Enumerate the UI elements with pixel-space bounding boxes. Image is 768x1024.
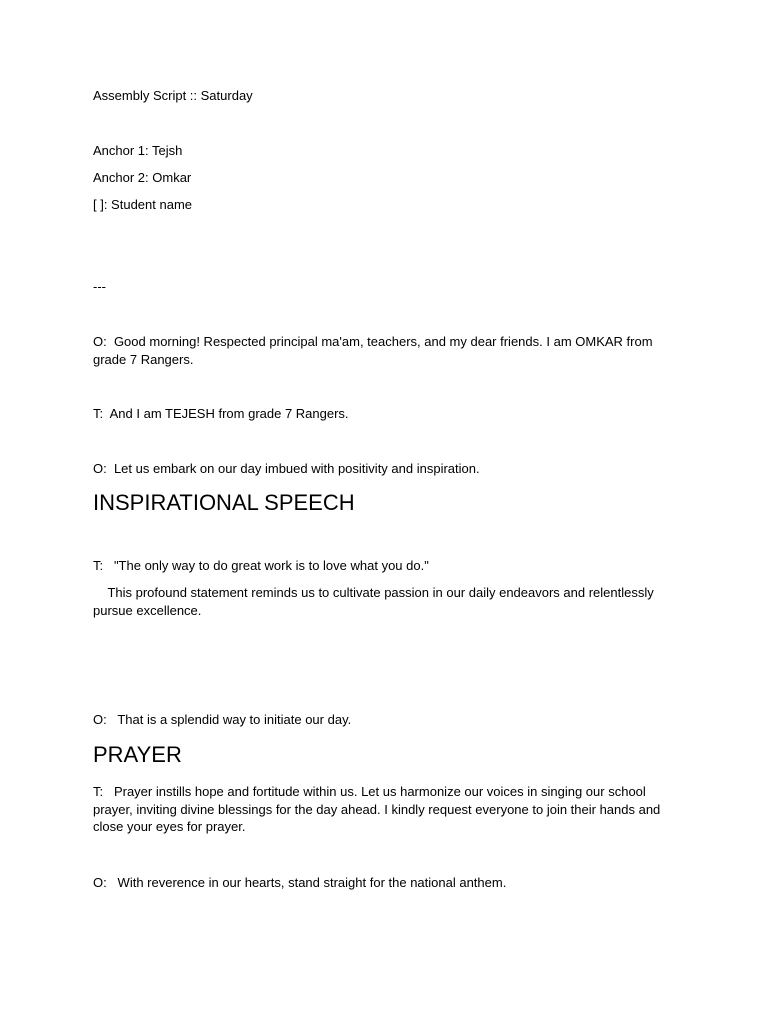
- tejesh-intro: T: And I am TEJESH from grade 7 Rangers.: [93, 406, 349, 421]
- heading-inspirational-speech: INSPIRATIONAL SPEECH: [93, 490, 355, 515]
- omkar-anthem: O: With reverence in our hearts, stand straight for the national anthem.: [93, 875, 507, 890]
- anchor-1: Anchor 1: Tejsh: [93, 143, 183, 158]
- section-divider: ---: [93, 279, 106, 294]
- anchor-2: Anchor 2: Omkar: [93, 170, 192, 185]
- student-name-legend: [ ]: Student name: [93, 197, 193, 212]
- document-title: Assembly Script :: Saturday: [93, 88, 253, 103]
- heading-prayer: PRAYER: [93, 742, 182, 767]
- omkar-greeting: O: Good morning! Respected principal ma'am, teachers, and my dear friends. I am OMKAR from grade 7 Rangers.: [93, 334, 657, 367]
- tejesh-quote-explanation: This profound statement reminds us to cultivate passion in our daily endeavors and relentlessly pursue excellence.: [93, 585, 658, 618]
- tejesh-quote: T: "The only way to do great work is to love what you do.": [93, 558, 429, 573]
- omkar-splendid: O: That is a splendid way to initiate our day.: [93, 712, 352, 727]
- tejesh-prayer: T: Prayer instills hope and fortitude within us. Let us harmonize our voices in singing our school prayer, inviting divine blessings for the day ahead. I kindly request everyone to join their hands and close your eyes for prayer.: [93, 784, 664, 834]
- omkar-embark: O: Let us embark on our day imbued with positivity and inspiration.: [93, 461, 480, 476]
